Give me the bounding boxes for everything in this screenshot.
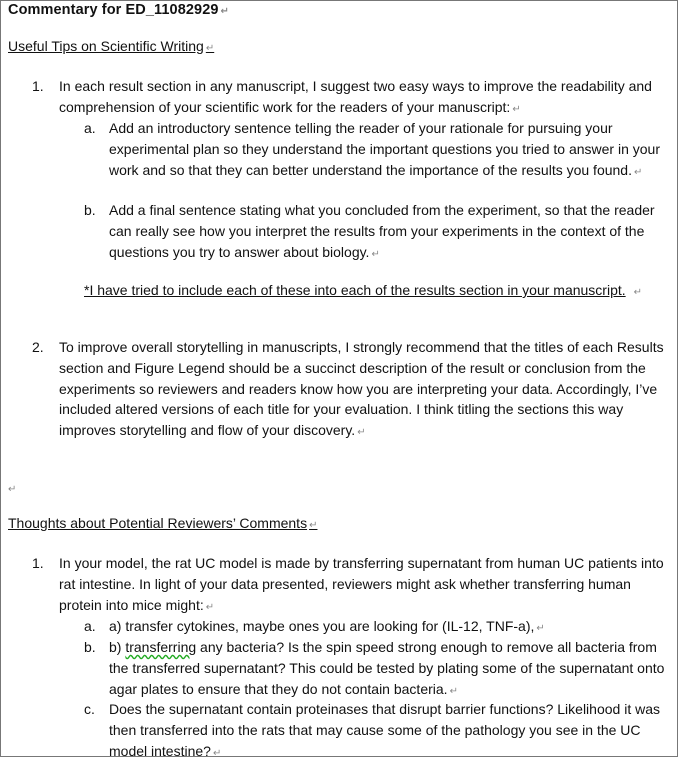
reviewer-1-text: In your model, the rat UC model is made by transferring supernatant from human UC patients into rat intestine. In light of your data presented, reviewers might ask whether transferring human protein into mice might: ↵ — [59, 555, 664, 613]
list-number: 2. — [32, 339, 44, 355]
section-heading-reviewers: Thoughts about Potential Reviewers’ Comments ↵ — [8, 515, 318, 531]
list-letter: a. — [84, 618, 96, 634]
paragraph-mark-icon: ↵ — [8, 484, 17, 495]
paragraph-mark-icon: ↵ — [357, 427, 366, 439]
paragraph-mark-icon: ↵ — [371, 248, 380, 260]
tip-1-note: *I have tried to include each of these into each of the results section in your manuscript. ↵ — [84, 280, 644, 304]
list-number: 1. — [32, 78, 44, 94]
list-letter: b. — [84, 202, 96, 218]
paragraph-mark-icon: ↵ — [633, 287, 643, 298]
reviewer-1b-text: b) transferring any bacteria? Is the spin speed strong enough to remove all bacteria from the transferred supernatant? This could be tested by plating some of the supernatant onto agar plates to ensure that they do not contain bacteria. ↵ — [109, 639, 665, 697]
tip-1b-text: Add a final sentence stating what you concluded from the experiment, so that the reader can really see how you interpret the results from your experiments in the context of the questions you try to answer about biology. ↵ — [109, 202, 655, 260]
tip-1a-text: Add an introductory sentence telling the reader of your rationale for pursuing your experimental plan so they understand the important questions you tried to answer in your work and so that they can better understand the importance of the results you found. ↵ — [109, 120, 660, 178]
spelling-flag: transferring — [125, 639, 197, 655]
paragraph-mark-icon: ↵ — [309, 520, 318, 531]
paragraph-mark-icon: ↵ — [633, 166, 643, 178]
paragraph-mark-icon: ↵ — [212, 747, 222, 759]
paragraph-mark-icon: ↵ — [512, 103, 521, 115]
paragraph-mark-icon: ↵ — [205, 601, 215, 613]
paragraph-mark-icon: ↵ — [205, 43, 215, 54]
doc-title: Commentary for ED_11082929 ↵ — [8, 2, 230, 18]
tip-2-text: To improve overall storytelling in manuscripts, I strongly recommend that the titles of each Results section and Figure Legend should be a succinct description of the result or conclusion from the experiments so reviewers and readers know how you are interpreting your data. Accordingly, I’ve included altered versions of each title for your evaluation. I think titling the sections this way improves storytelling and flow of your discovery. ↵ — [59, 339, 664, 439]
list-letter: c. — [84, 701, 95, 717]
reviewer-1a-text: a) transfer cytokines, maybe ones you are looking for (IL-12, TNF-a), ↵ — [109, 618, 545, 634]
paragraph-mark-icon: ↵ — [449, 685, 458, 697]
paragraph-mark-icon: ↵ — [220, 6, 230, 17]
reviewer-1c-text: Does the supernatant contain proteinases that disrupt barrier functions? Likelihood it was then transferred into the rats that may cause some of the pathology you see in the UC model intestine? ↵ — [109, 701, 660, 759]
section-heading-tips: Useful Tips on Scientific Writing ↵ — [8, 38, 215, 54]
list-number: 1. — [32, 555, 44, 571]
paragraph-mark-icon: ↵ — [536, 623, 545, 634]
list-letter: a. — [84, 120, 96, 136]
list-letter: b. — [84, 639, 96, 655]
tip-1-text: In each result section in any manuscript, I suggest two easy ways to improve the readability and comprehension of your scientific work for the readers of your manuscript: ↵ — [59, 78, 652, 115]
